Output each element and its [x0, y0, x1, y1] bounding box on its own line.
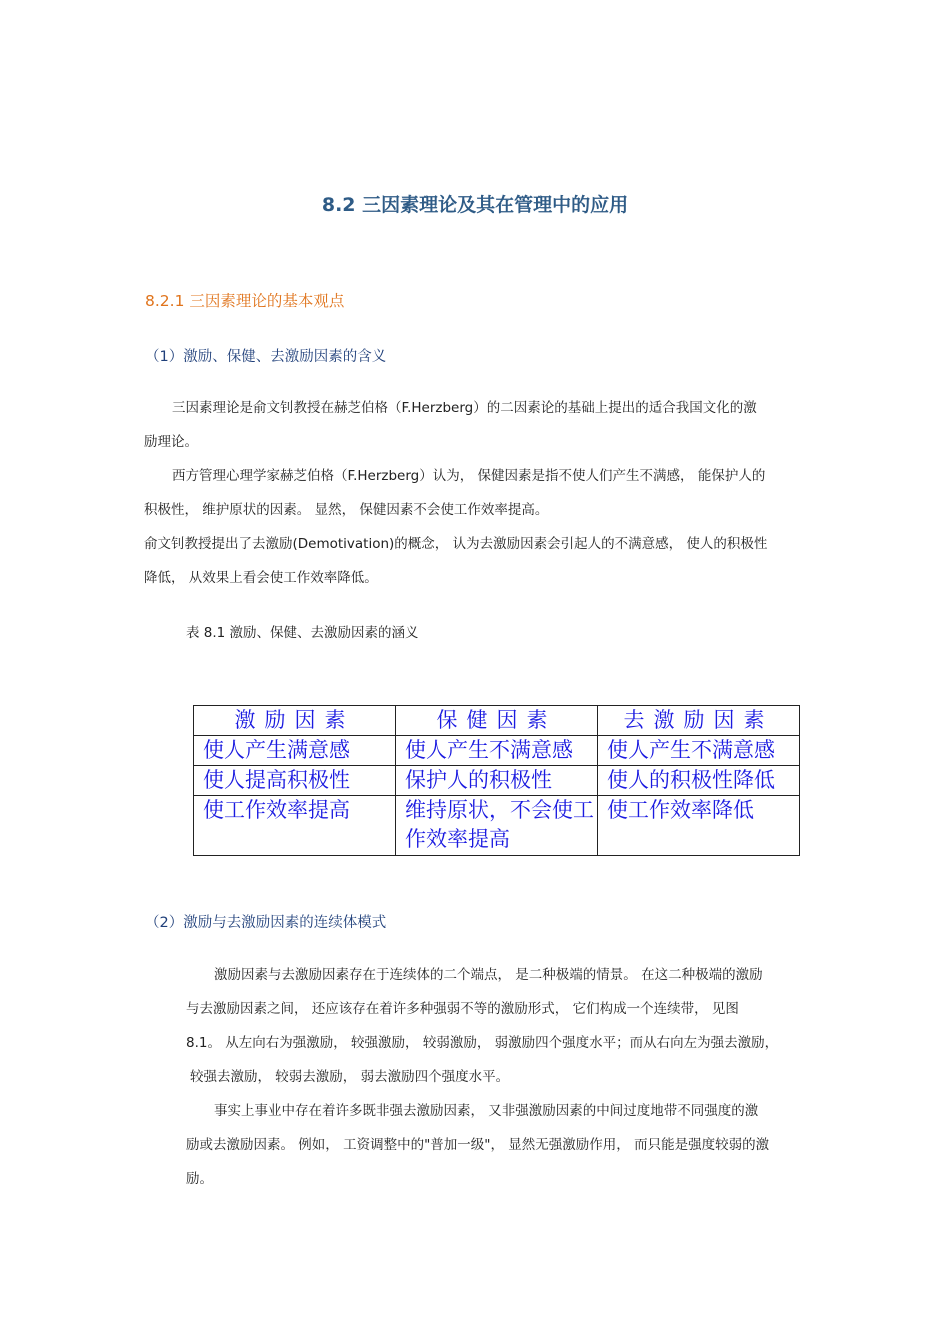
table-cell: 使人的积极性降低: [598, 766, 800, 796]
paragraph-line: 激励因素与去激励因素存在于连续体的二个端点， 是二种极端的情景。 在这二种极端的激励: [214, 967, 763, 983]
paragraph-line: 三因素理论是俞文钊教授在赫芝伯格（F.Herzberg）的二因素论的基础上提出的适合我国文化的激: [172, 400, 757, 416]
paragraph-continuum: [186, 958, 816, 1094]
paragraph-line: 俞文钊教授提出了去激励(Demotivation)的概念， 认为去激励因素会引起人的不满意感， 使人的积极性: [144, 536, 768, 552]
table-row: [194, 796, 800, 856]
paragraph-line: 降低， 从效果上看会使工作效率降低。: [144, 570, 378, 586]
table-cell: 使工作效率降低: [598, 796, 800, 856]
paragraph-line: 事实上事业中存在着许多既非强去激励因素， 又非强激励因素的中间过度地带不同强度的激: [214, 1103, 759, 1119]
paragraph-definition: [144, 391, 809, 459]
table-cell: 使人提高积极性: [194, 766, 396, 796]
paragraph-line: 与去激励因素之间， 还应该存在着许多种强弱不等的激励形式， 它们构成一个连续带， 见图: [186, 1001, 739, 1017]
table-cell: 保护人的积极性: [396, 766, 598, 796]
paragraph-herzberg: [144, 459, 809, 527]
factor-table: [193, 705, 800, 856]
table-cell: 使人产生不满意感: [598, 736, 800, 766]
table-cell: 使工作效率提高: [194, 796, 396, 856]
table-header-cell: 保健因素: [396, 706, 598, 736]
paragraph-line: 积极性， 维护原状的因素。 显然， 保健因素不会使工作效率提高。: [144, 502, 549, 518]
table-cell: 使人产生满意感: [194, 736, 396, 766]
paragraph-line: 励理论。: [144, 434, 198, 450]
paragraph-line: 西方管理心理学家赫芝伯格（F.Herzberg）认为， 保健因素是指不使人们产生不满感， 能保护人的: [172, 468, 766, 484]
table-cell: 使人产生不满意感: [396, 736, 598, 766]
table-row: [194, 766, 800, 796]
paragraph-line: 8.1。 从左向右为强激励， 较强激励， 较弱激励， 弱激励四个强度水平；而从右向左为强去激励，: [186, 1035, 779, 1051]
section-heading: 8.2.1 三因素理论的基本观点: [145, 292, 345, 310]
paragraph-example: [186, 1094, 816, 1196]
page-title: 8.2 三因素理论及其在管理中的应用: [321, 194, 629, 216]
table-header-cell: 激励因素: [194, 706, 396, 736]
table-caption: 表 8.1 激励、保健、去激励因素的涵义: [186, 625, 419, 641]
subsection-heading-1: （1）激励、保健、去激励因素的含义: [145, 349, 387, 365]
paragraph-line: 励。: [186, 1171, 213, 1187]
paragraph-demotivation: [144, 527, 809, 595]
table-cell: 维持原状，不会使工作效率提高: [396, 796, 598, 856]
table-row: [194, 736, 800, 766]
paragraph-line: 励或去激励因素。 例如， 工资调整中的"普加一级"， 显然无强激励作用， 而只能是强度较弱的激: [186, 1137, 770, 1153]
table-header-row: [194, 706, 800, 736]
paragraph-line: 较强去激励， 较弱去激励， 弱去激励四个强度水平。: [190, 1069, 510, 1085]
subsection-heading-2: （2）激励与去激励因素的连续体模式: [145, 915, 387, 931]
table-header-cell: 去激励因素: [598, 706, 800, 736]
